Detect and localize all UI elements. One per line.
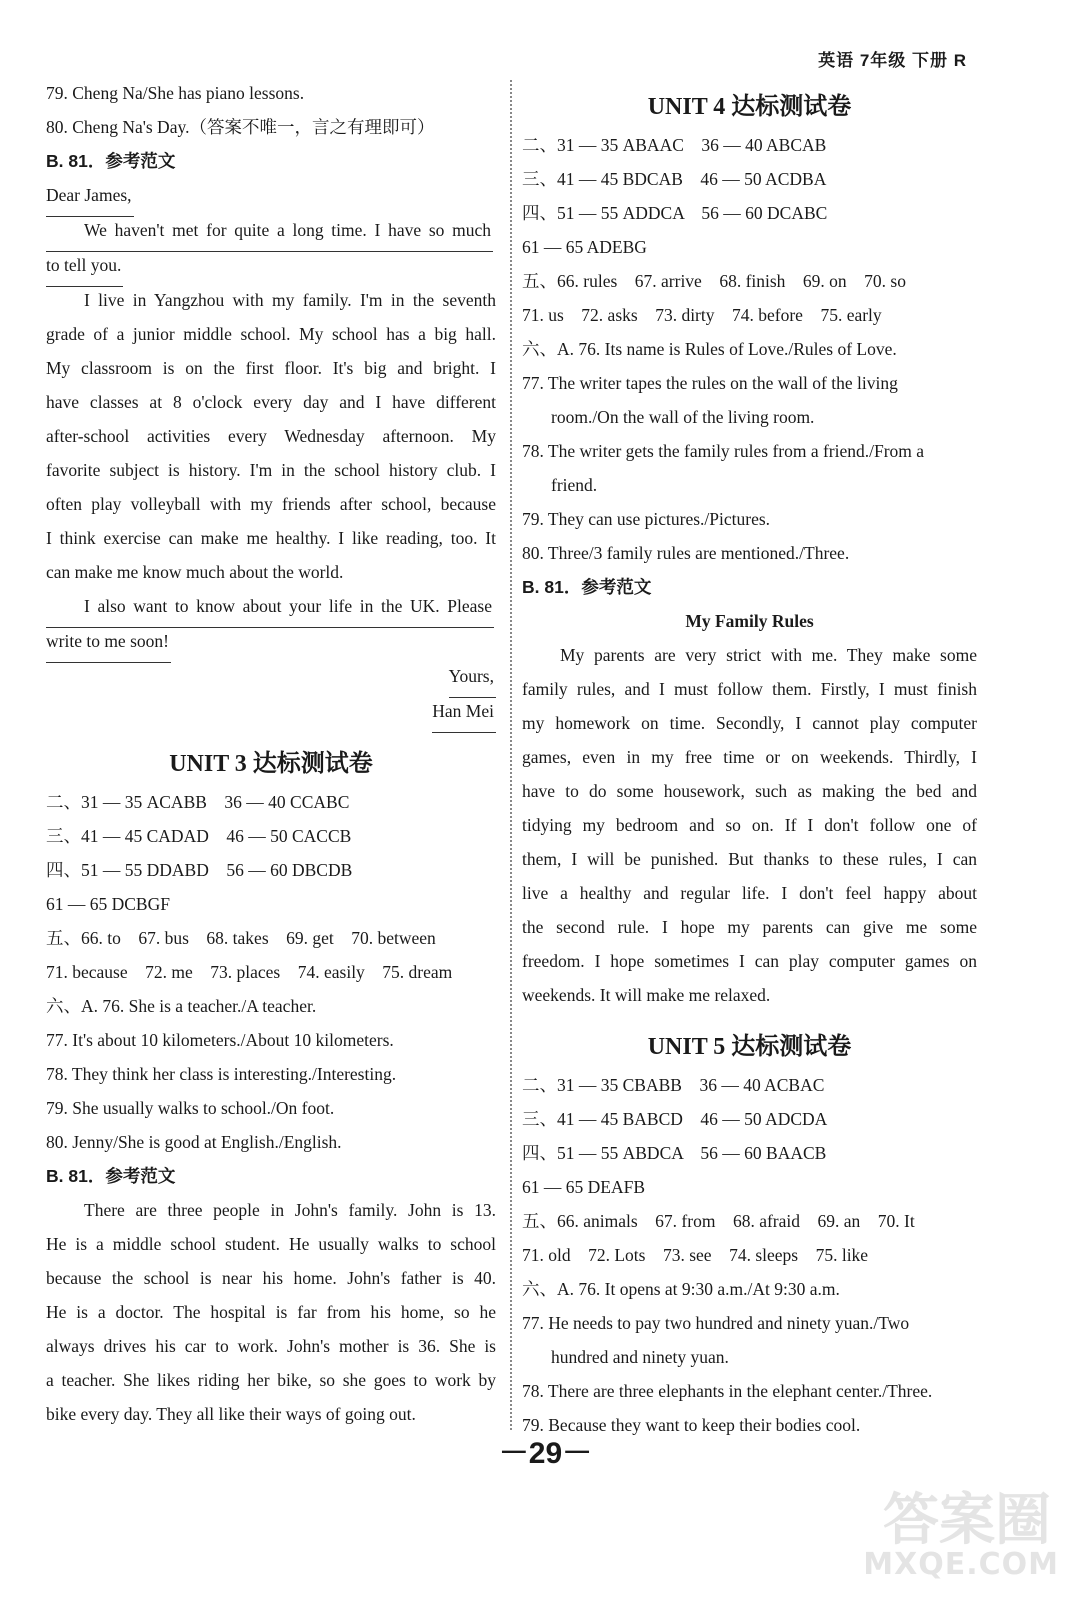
answer-line: 78. The writer gets the family rules from a friend./From a	[522, 441, 925, 461]
watermark-text: 答案圈	[883, 1488, 1051, 1553]
unit4-title: UNIT 4 达标测试卷	[647, 94, 852, 120]
unit5-title: UNIT 5 达标测试卷	[647, 1034, 852, 1060]
letter-line: can make me know much about the world.	[46, 562, 344, 582]
essay-line: family rules, and I must follow them. Firstly, I must finish	[522, 679, 977, 699]
letter-line: have classes at 8 o'clock every day and I have different	[46, 392, 496, 412]
essay-line: have to do some housework, such as making the bed and	[522, 781, 977, 801]
answer-line: 79. Cheng Na/She has piano lessons.	[46, 83, 305, 103]
answer-line: 80. Jenny/She is good at English./English.	[46, 1132, 342, 1152]
essay-line: freedom. I hope sometimes I can play computer games on	[522, 951, 977, 971]
answer-line: 二、31 — 35 ACABB 36 — 40 CCABC	[46, 792, 350, 812]
essay-line: bike every day. They all like their ways of going out.	[46, 1404, 416, 1424]
answer-line: 四、51 — 55 DDABD 56 — 60 DBCDB	[46, 860, 353, 880]
answer-line: 77. It's about 10 kilometers./About 10 kilometers.	[46, 1030, 394, 1050]
page-number: －29－	[498, 1437, 593, 1470]
answer-line: 71. us 72. asks 73. dirty 74. before 75. early	[522, 305, 882, 325]
essay-line: There are three people in John's family. John is 13.	[84, 1200, 496, 1220]
page-header: 英语 7年级 下册 R	[818, 51, 967, 70]
answer-line: 79. She usually walks to school./On foot.	[46, 1098, 335, 1118]
letter-greeting: Dear James,	[46, 182, 134, 217]
essay-line: weekends. It will make me relaxed.	[522, 985, 771, 1005]
answer-line: 61 — 65 DCBGF	[46, 894, 170, 914]
essay-label: B. 81．参考范文	[46, 1166, 176, 1186]
essay-line: tidying my bedroom and so on. If I don't follow one of	[522, 815, 977, 835]
unit3-title: UNIT 3 达标测试卷	[169, 751, 373, 777]
unit4-essay	[522, 642, 977, 1016]
answer-line: 61 — 65 ADEBG	[522, 237, 647, 257]
letter	[46, 182, 496, 733]
essay-line: My parents are very strict with me. They make some	[560, 645, 977, 665]
answer-line: 71. because 72. me 73. places 74. easily 75. dream	[46, 962, 453, 982]
unit3-essay	[46, 1197, 496, 1435]
letter-line: I think exercise can make me healthy. I like reading, too. It	[46, 528, 496, 548]
unit4-answers	[522, 132, 977, 574]
answer-line: 71. old 72. Lots 73. see 74. sleeps 75. like	[522, 1245, 869, 1265]
letter-line: I live in Yangzhou with my family. I'm in the seventh	[84, 290, 496, 310]
essay-line: the second rule. I hope my parents can give me some	[522, 917, 977, 937]
answer-line: 五、66. rules 67. arrive 68. finish 69. on 70. so	[522, 271, 906, 291]
unit3-answers	[46, 789, 496, 1163]
answer-line: 五、66. animals 67. from 68. afraid 69. an 70. It	[522, 1211, 915, 1231]
answer-line: 四、51 — 55 ADDCA 56 — 60 DCABC	[522, 203, 828, 223]
answer-line: 77. He needs to pay two hundred and ninety yuan./Two	[522, 1313, 910, 1333]
essay-line: a teacher. She likes riding her bike, so she goes to work by	[46, 1370, 496, 1390]
answer-line: 79. They can use pictures./Pictures.	[522, 509, 771, 529]
essay-title: My Family Rules	[685, 611, 814, 631]
answer-line: friend.	[551, 475, 598, 495]
unit5-answers	[522, 1072, 977, 1446]
essay-line: because the school is near his home. John's father is 40.	[46, 1268, 496, 1288]
essay-line: them, I will be punished. But thanks to these rules, I can	[522, 849, 977, 869]
right-column	[522, 94, 977, 1446]
answer-line: 六、A. 76. It opens at 9:30 a.m./At 9:30 a.m.	[522, 1279, 840, 1299]
answer-line: 六、A. 76. She is a teacher./A teacher.	[46, 996, 317, 1016]
answer-line: 79. Because they want to keep their bodies cool.	[522, 1415, 861, 1435]
essay-label: B. 81．参考范文	[46, 151, 176, 171]
essay-line: He is a doctor. The hospital is far from his home, so he	[46, 1302, 496, 1322]
essay-line: live a healthy and regular life. I don't feel happy about	[522, 883, 977, 903]
essay-line: He is a middle school student. He usually walks to school	[46, 1234, 496, 1254]
answer-line: 二、31 — 35 CBABB 36 — 40 ACBAC	[522, 1075, 825, 1095]
letter-line: My classroom is on the first floor. It's big and bright. I	[46, 358, 496, 378]
letter-line: favorite subject is history. I'm in the school history club. I	[46, 460, 496, 480]
answer-line: 77. The writer tapes the rules on the wall of the living	[522, 373, 898, 393]
letter-line: after-school activities every Wednesday afternoon. My	[46, 426, 496, 446]
letter-line: to tell you.	[46, 252, 123, 287]
answer-line: 61 — 65 DEAFB	[522, 1177, 645, 1197]
column-divider	[510, 80, 512, 1430]
answer-line: 二、31 — 35 ABAAC 36 — 40 ABCAB	[522, 135, 827, 155]
letter-signature: Han Mei	[432, 698, 496, 733]
left-column	[46, 80, 496, 1435]
watermark-logo	[861, 1466, 1061, 1586]
essay-line: my homework on time. Secondly, I cannot play computer	[522, 713, 977, 733]
watermark-url: MXQE.COM	[863, 1547, 1059, 1582]
answer-line: 78. They think her class is interesting./Interesting.	[46, 1064, 397, 1084]
answer-line: 78. There are three elephants in the elephant center./Three.	[522, 1381, 933, 1401]
letter-line: We haven't met for quite a long time. I have so much	[46, 217, 493, 252]
letter-line: write to me soon!	[46, 628, 171, 663]
answer-line: room./On the wall of the living room.	[551, 407, 815, 427]
answer-line: 三、41 — 45 BABCD 46 — 50 ADCDA	[522, 1109, 828, 1129]
answer-line: 五、66. to 67. bus 68. takes 69. get 70. between	[46, 928, 436, 948]
letter-line: grade of a junior middle school. My school has a big hall.	[46, 324, 496, 344]
answer-line: 三、41 — 45 CADAD 46 — 50 CACCB	[46, 826, 352, 846]
essay-line: always drives his car to work. John's mother is 36. She is	[46, 1336, 496, 1356]
essay-line: games, even in my free time or on weekends. Thirdly, I	[522, 747, 977, 767]
answer-line: 四、51 — 55 ABDCA 56 — 60 BAACB	[522, 1143, 827, 1163]
answer-line: 六、A. 76. Its name is Rules of Love./Rules of Love.	[522, 339, 897, 359]
answer-line: 80. Cheng Na's Day.（答案不唯一，言之有理即可）	[46, 117, 435, 137]
essay-label: B. 81．参考范文	[522, 577, 652, 597]
letter-closing: Yours,	[449, 663, 496, 698]
answer-line: 三、41 — 45 BDCAB 46 — 50 ACDBA	[522, 169, 827, 189]
answer-line: hundred and ninety yuan.	[551, 1347, 729, 1367]
letter-line: I also want to know about your life in the UK. Please	[46, 593, 494, 628]
answer-line: 80. Three/3 family rules are mentioned./Three.	[522, 543, 850, 563]
letter-line: often play volleyball with my friends after school, because	[46, 494, 496, 514]
